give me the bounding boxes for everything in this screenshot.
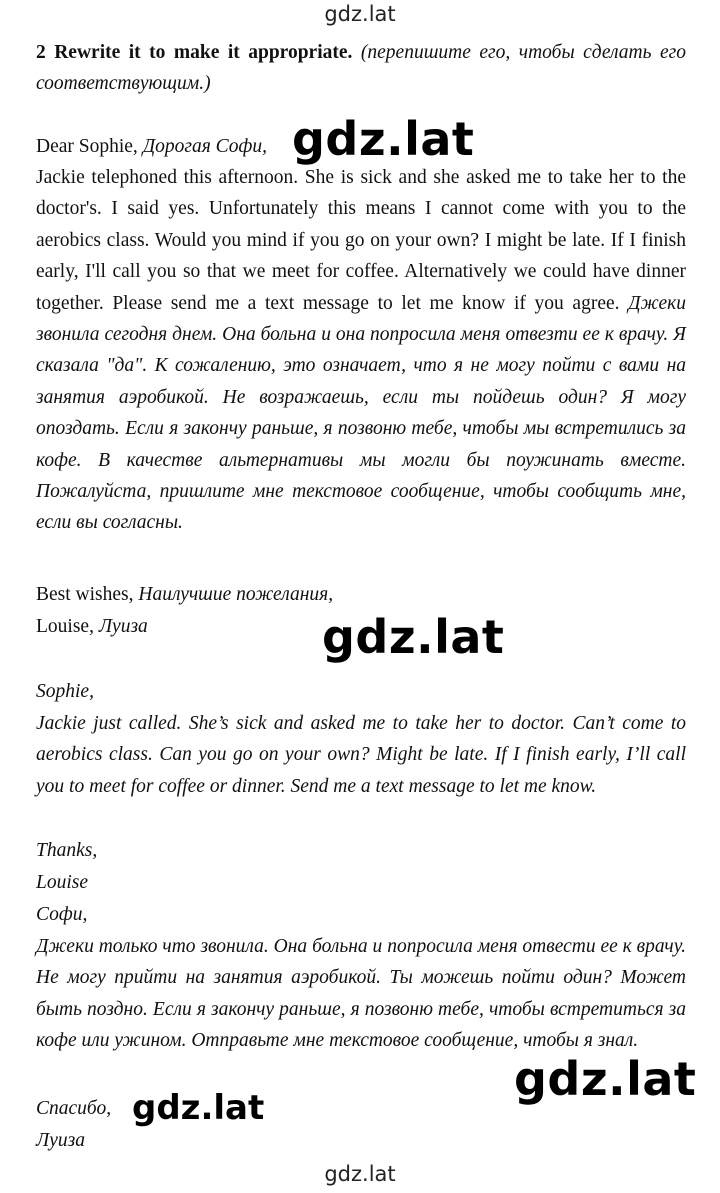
letter1-greeting-ru: Дорогая Софи, [142, 136, 267, 157]
watermark-large-2: gdz.lat [322, 610, 505, 664]
task-heading-ru: (перепишите его, чтобы сделать его соответствующим.) [36, 42, 686, 95]
letter2-closing: Thanks, [36, 840, 98, 861]
letter2-signature: Louise [36, 872, 89, 893]
letter1-closing [36, 579, 686, 610]
letter2-body-ru: Джеки только что звонила. Она больна и попросила меня отвести ее к врачу. Не могу прийти на занятия аэробикой. Ты можешь пойти один? Может быть поздно. Если я закончу раньше, я позвоню тебе, чтобы встретиться за кофе или ужином. Отправьте мне текстовое сообщение, чтобы я знал. [36, 936, 686, 1052]
letter1-body-ru: Джеки звонила сегодня днем. Она больна и она попросила меня отвезти ее к врачу. Я сказала "да". К сожалению, это означает, что я не могу пойти с вами на занятия аэробикой. Не возражаешь, если ты пойдешь один? Я могу опоздать. Если я закончу раньше, я позвоню тебе, чтобы мы встретились за кофе. В качестве альтернативы мы могли бы поужинать вместе. Пожалуйста, пришлите мне текстовое сообщение, чтобы сообщить мне, если вы согласны. [36, 292, 686, 534]
letter2-signature-ru: Луиза [36, 1130, 85, 1151]
watermark-bottom: gdz.lat [324, 1162, 396, 1186]
watermark-top: gdz.lat [324, 2, 396, 26]
letter1-greeting-en: Dear Sophie, [36, 136, 138, 157]
task-heading-en: 2 Rewrite it to make it appropriate. [36, 42, 353, 63]
watermark-large-3: gdz.lat [514, 1052, 697, 1106]
letter2-greeting-ru: Софи, [36, 904, 88, 925]
letter1-closing-en: Best wishes, [36, 584, 134, 605]
letter1-signature-en: Louise, [36, 616, 94, 637]
letter2-body: Jackie just called. She’s sick and asked me to take her to doctor. Can’t come to aerobics class. Can you go on your own? Might be late. If I finish early, I’ll call you to meet for coffee or dinner. Send me a text message to let me know. [36, 713, 686, 797]
letter1-closing-ru: Наилучшие пожелания, [138, 584, 334, 605]
letter2-greeting: Sophie, [36, 681, 94, 702]
watermark-small: gdz.lat [132, 1088, 265, 1128]
letter2-closing-ru: Спасибо, [36, 1098, 112, 1119]
task-heading [36, 37, 686, 100]
watermark-large-1: gdz.lat [292, 112, 475, 166]
letter1-body-en: Jackie telephoned this afternoon. She is sick and she asked me to take her to the doctor's. I said yes. Unfortunately this means I cannot come with you to the aerobics class. Would you mind if you go on your own? I might be late. If I finish early, I'll call you so that we meet for coffee. Alternatively we could have dinner together. Please send me a text message to let me know if you agree. [36, 167, 686, 314]
letter1-body [36, 162, 686, 539]
letter1-signature-ru: Луиза [98, 616, 148, 637]
